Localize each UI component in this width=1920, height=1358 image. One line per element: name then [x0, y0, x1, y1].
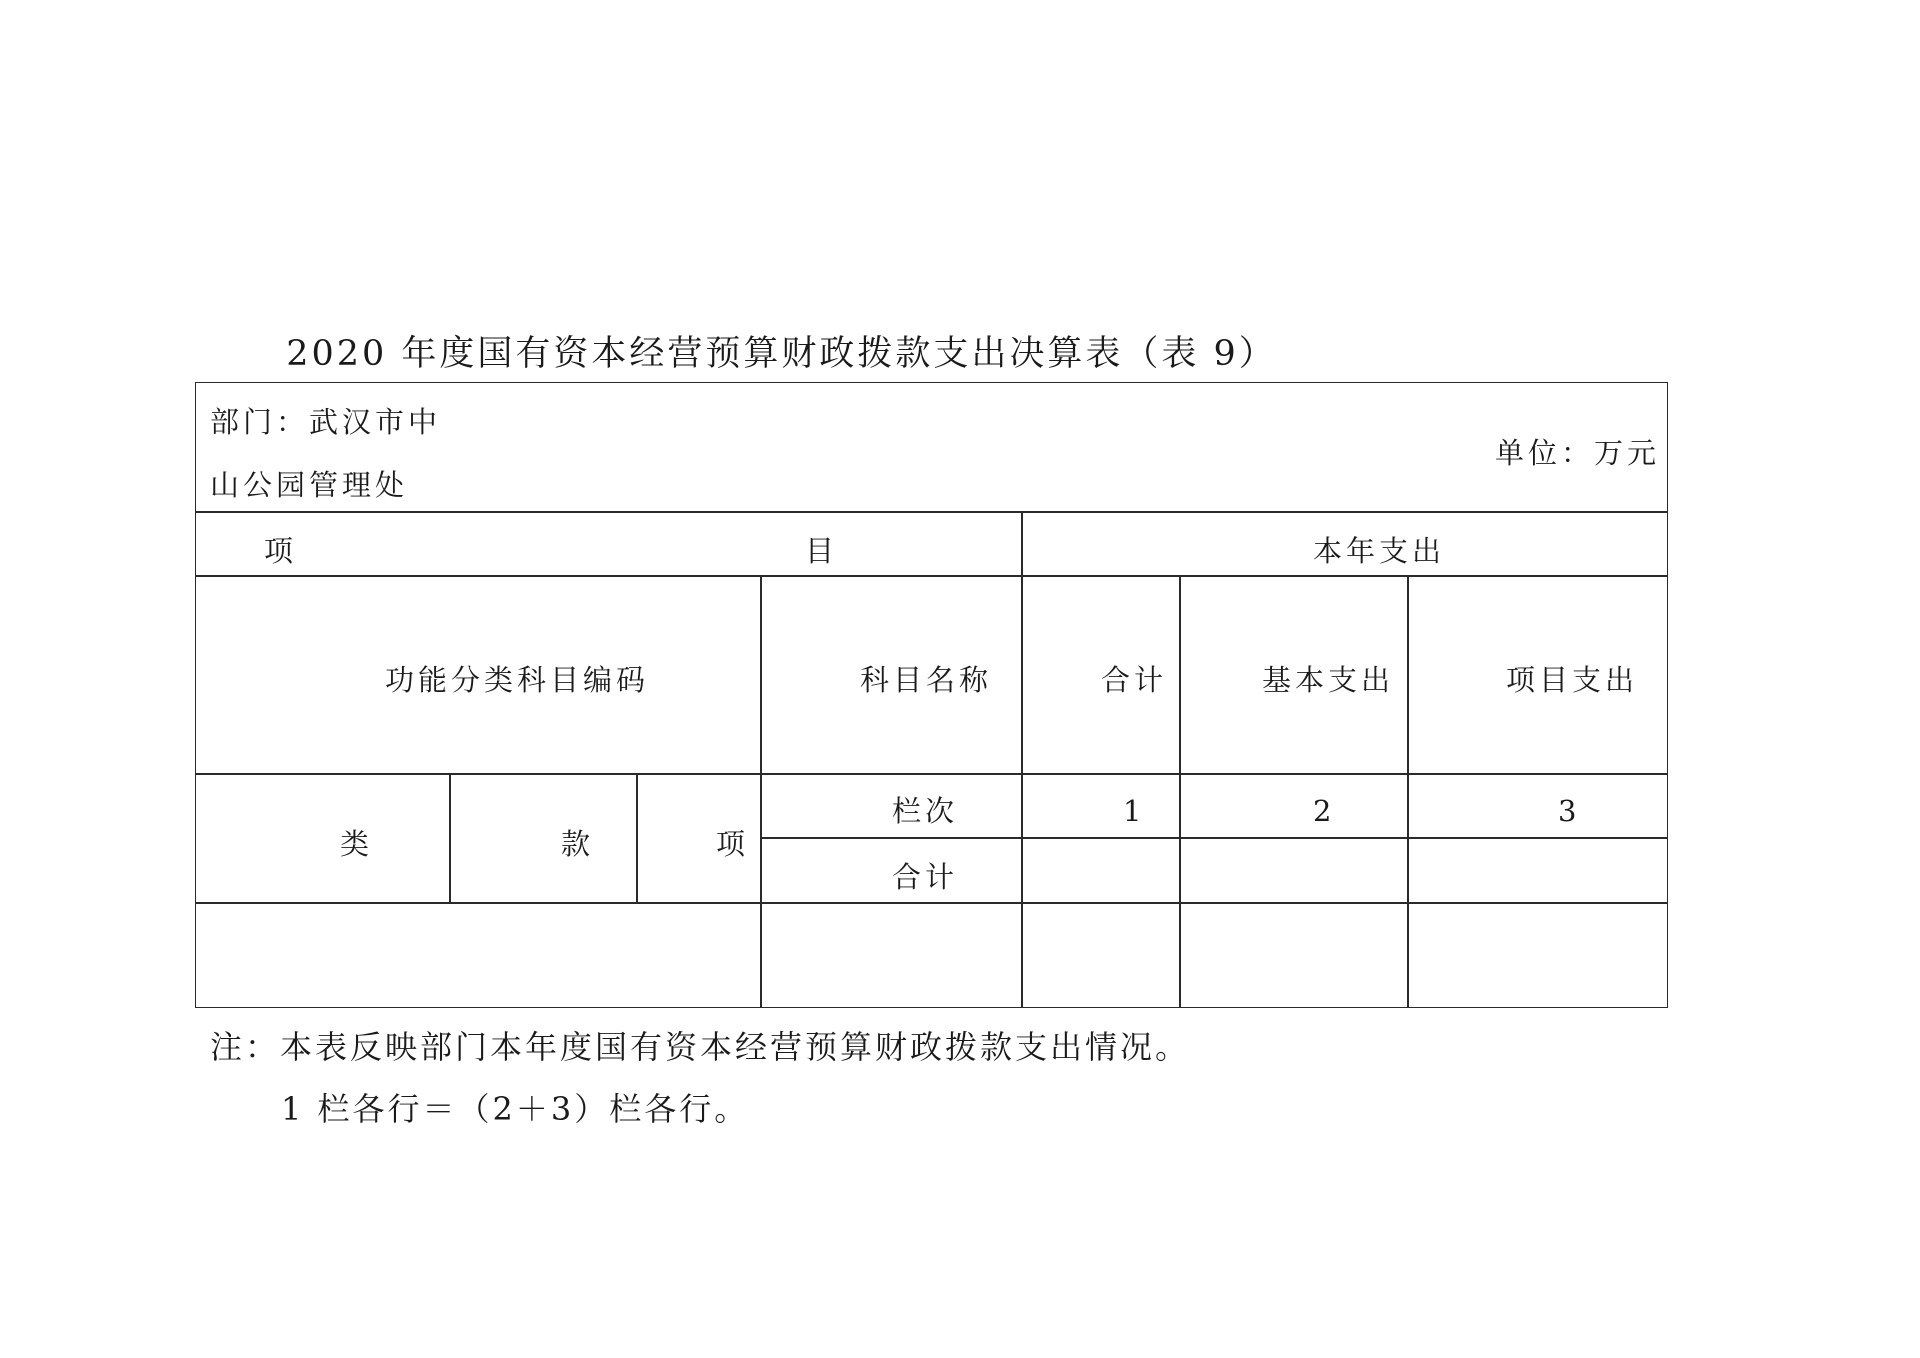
header-section: 款 [561, 827, 595, 861]
col-divider-total [1179, 575, 1181, 1008]
row-divider-sum [195, 902, 1668, 904]
header-total: 合计 [1101, 663, 1168, 697]
col-divider-main [1021, 511, 1023, 1008]
sum-row-label: 合计 [892, 860, 959, 894]
header-func-code: 功能分类科目编码 [385, 663, 650, 697]
row-divider-column-no [760, 837, 1668, 839]
column-number-1: 1 [1123, 794, 1142, 828]
department-label-line2: 山公园管理处 [210, 468, 409, 502]
row-divider-top-header [195, 575, 1668, 577]
page-title: 2020 年度国有资本经营预算财政拨款支出决算表（表 9） [286, 334, 1277, 374]
footnote-line2: 1 栏各行＝（2＋3）栏各行。 [281, 1090, 750, 1128]
header-item-right: 目 [805, 534, 839, 568]
department-label-line1: 部门：武汉市中 [210, 405, 442, 439]
col-divider-name [760, 575, 762, 1008]
header-category: 类 [340, 827, 374, 861]
unit-label: 单位：万元 [1495, 436, 1661, 470]
header-basic-expense: 基本支出 [1262, 663, 1395, 697]
header-subject-name: 科目名称 [860, 663, 993, 697]
row-divider-header [195, 511, 1668, 513]
header-column-no: 栏次 [892, 794, 959, 828]
col-divider-basic [1407, 575, 1409, 1008]
col-divider-section [636, 773, 638, 902]
header-item-left: 项 [264, 534, 298, 568]
footnote-line1: 注：本表反映部门本年度国有资本经营预算财政拨款支出情况。 [210, 1028, 1191, 1066]
header-item: 项 [716, 827, 750, 861]
row-divider-subheader [195, 773, 1668, 775]
header-this-year-expense: 本年支出 [1313, 534, 1446, 568]
column-number-2: 2 [1313, 794, 1332, 828]
col-divider-category [449, 773, 451, 902]
column-number-3: 3 [1558, 794, 1577, 828]
header-project-expense: 项目支出 [1506, 663, 1639, 697]
